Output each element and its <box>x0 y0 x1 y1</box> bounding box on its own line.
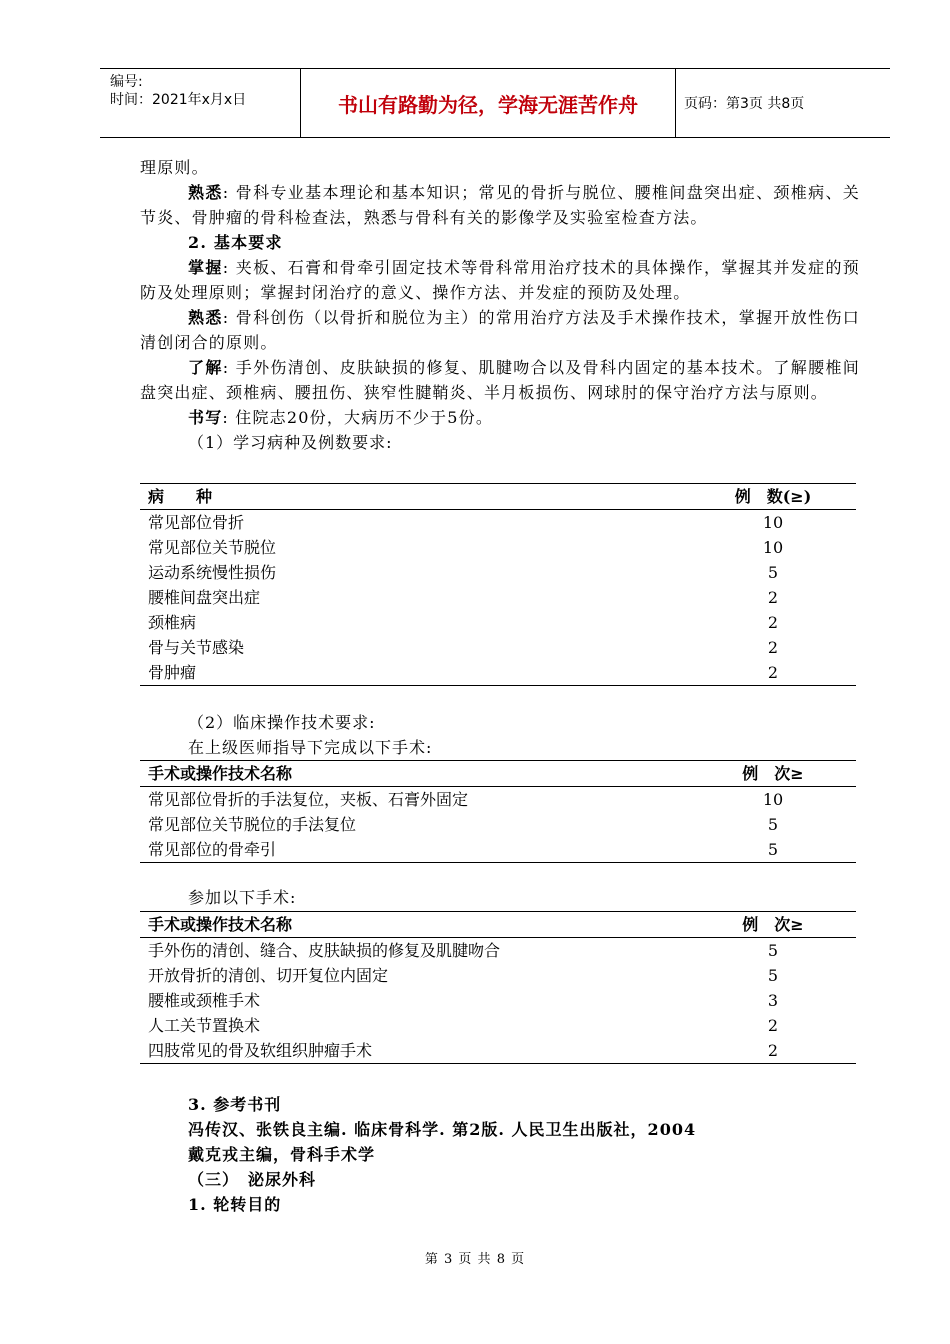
table-row <box>140 963 856 988</box>
table3-intro: 参加以下手术: <box>188 888 297 907</box>
page-header <box>100 68 890 138</box>
section-heading: 2. 基本要求 <box>188 233 283 252</box>
section-heading: （三） 泌尿外科 <box>188 1170 317 1189</box>
table-cell: 常见部位的骨牵引 <box>140 837 690 863</box>
table-cell: 常见部位骨折的手法复位，夹板、石膏外固定 <box>148 790 469 809</box>
table-row <box>140 837 856 863</box>
column-header: 例 次≥ <box>690 761 856 787</box>
references-block <box>188 1092 696 1217</box>
table-cell: 2 <box>767 638 779 657</box>
table-cell: 常见部位关节脱位的手法复位 <box>148 815 357 834</box>
table-cell: 运动系统慢性损伤 <box>148 563 277 582</box>
reference-item: 冯传汉、张铁良主编. 临床骨科学. 第2版. 人民卫生出版社，2004 <box>188 1120 697 1139</box>
column-header: 例 数(≥) <box>690 484 856 510</box>
table1-caption: （1）学习病种及例数要求: <box>188 433 393 452</box>
header-page-label: 页码：第3页 共8页 <box>684 96 805 112</box>
header-meta <box>100 69 301 137</box>
column-header: 手术或操作技术名称 <box>140 761 690 787</box>
table-cell: 2 <box>767 588 779 607</box>
paragraph-writing <box>140 405 860 430</box>
table-row <box>140 585 856 610</box>
table-cell: 3 <box>767 991 779 1010</box>
column-header: 手术或操作技术名称 <box>140 912 690 938</box>
para-label: 了解 <box>188 358 223 377</box>
para-text: : 骨科专业基本理论和基本知识；常见的骨折与脱位、腰椎间盘突出症、颈椎病、关节炎、骨肿瘤的骨科检查法，熟悉与骨科有关的影像学及实验室检查方法。 <box>140 183 861 227</box>
references-title: 3. 参考书刊 <box>188 1095 282 1114</box>
table-cell: 骨与关节感染 <box>148 638 245 657</box>
table-cell: 5 <box>767 815 779 834</box>
column-header: 例 次≥ <box>690 912 856 938</box>
table-cell: 2 <box>767 613 779 632</box>
number-label: 编号: <box>110 74 143 90</box>
table-cell: 5 <box>690 837 856 863</box>
column-header: 病 种 <box>140 484 690 510</box>
table-cell: 开放骨折的清创、切开复位内固定 <box>148 966 389 985</box>
table-row <box>140 610 856 635</box>
paragraph-understand <box>140 355 860 405</box>
paragraph-master <box>140 255 860 305</box>
table-row <box>140 535 856 560</box>
table2-intro: 在上级医师指导下完成以下手术: <box>188 738 433 757</box>
table-cell: 5 <box>767 941 779 960</box>
table2-caption: （2）临床操作技术要求: <box>188 713 376 732</box>
table-row <box>140 988 856 1013</box>
table-cell: 腰椎或颈椎手术 <box>148 991 261 1010</box>
table-cell: 颈椎病 <box>148 613 197 632</box>
table-cell: 2 <box>767 1016 779 1035</box>
para-text: : 骨科创伤（以骨折和脱位为主）的常用治疗方法及手术操作技术，掌握开放性伤口清创闭合的原则。 <box>140 308 861 352</box>
table-row <box>140 787 856 813</box>
page-footer: 第 3 页 共 8 页 <box>424 1252 526 1267</box>
paragraph-familiar <box>140 180 860 230</box>
table-row <box>140 660 856 686</box>
para-label: 熟悉 <box>188 308 223 327</box>
table-cell: 10 <box>762 538 784 557</box>
document-body <box>140 155 860 455</box>
table-cell: 四肢常见的骨及软组织肿瘤手术 <box>140 1038 690 1064</box>
table-cell: 2 <box>690 660 856 686</box>
table-cell: 人工关节置换术 <box>148 1016 261 1035</box>
table-cell: 2 <box>690 1038 856 1064</box>
paragraph: 理原则。 <box>140 158 209 177</box>
table-row <box>140 1038 856 1064</box>
table-row <box>140 1013 856 1038</box>
table-row <box>140 938 856 964</box>
table-cell: 常见部位骨折 <box>148 513 245 532</box>
para-text: : 手外伤清创、皮肤缺损的修复、肌腱吻合以及骨科内固定的基本技术。了解腰椎间盘突出症、颈椎病、腰扭伤、狭窄性腱鞘炎、半月板损伤、网球肘的保守治疗方法与原则。 <box>140 358 861 402</box>
section-heading: 1. 轮转目的 <box>188 1195 282 1214</box>
table-row <box>140 510 856 536</box>
time-label: 时间：2021年x月x日 <box>110 92 247 108</box>
para-label: 书写 <box>188 408 223 427</box>
table-header-row <box>140 761 856 787</box>
table-cell: 骨肿瘤 <box>140 660 690 686</box>
reference-item: 戴克戎主编，骨科手术学 <box>188 1145 376 1164</box>
table-cell: 常见部位关节脱位 <box>148 538 277 557</box>
operation-table-2 <box>140 911 856 1064</box>
table2-caption-block <box>188 710 432 760</box>
disease-table <box>140 483 856 686</box>
paragraph-familiar-2 <box>140 305 860 355</box>
para-label: 熟悉 <box>188 183 223 202</box>
table-cell: 10 <box>762 790 784 809</box>
table-row <box>140 812 856 837</box>
table-header-row <box>140 912 856 938</box>
operation-table-1 <box>140 760 856 863</box>
table-cell: 腰椎间盘突出症 <box>148 588 261 607</box>
header-motto: 书山有路勤为径，学海无涯苦作舟 <box>301 69 676 137</box>
table-cell: 手外伤的清创、缝合、皮肤缺损的修复及肌腱吻合 <box>148 941 501 960</box>
para-text: : 住院志20份，大病历不少于5份。 <box>222 408 494 427</box>
table-cell: 10 <box>762 513 784 532</box>
table-cell: 5 <box>767 966 779 985</box>
table-row <box>140 635 856 660</box>
table-header-row <box>140 484 856 510</box>
para-label: 掌握 <box>188 258 223 277</box>
table-row <box>140 560 856 585</box>
table-cell: 5 <box>767 563 779 582</box>
para-text: : 夹板、石膏和骨牵引固定技术等骨科常用治疗技术的具体操作，掌握其并发症的预防及处理原则；掌握封闭治疗的意义、操作方法、并发症的预防及处理。 <box>140 258 861 302</box>
